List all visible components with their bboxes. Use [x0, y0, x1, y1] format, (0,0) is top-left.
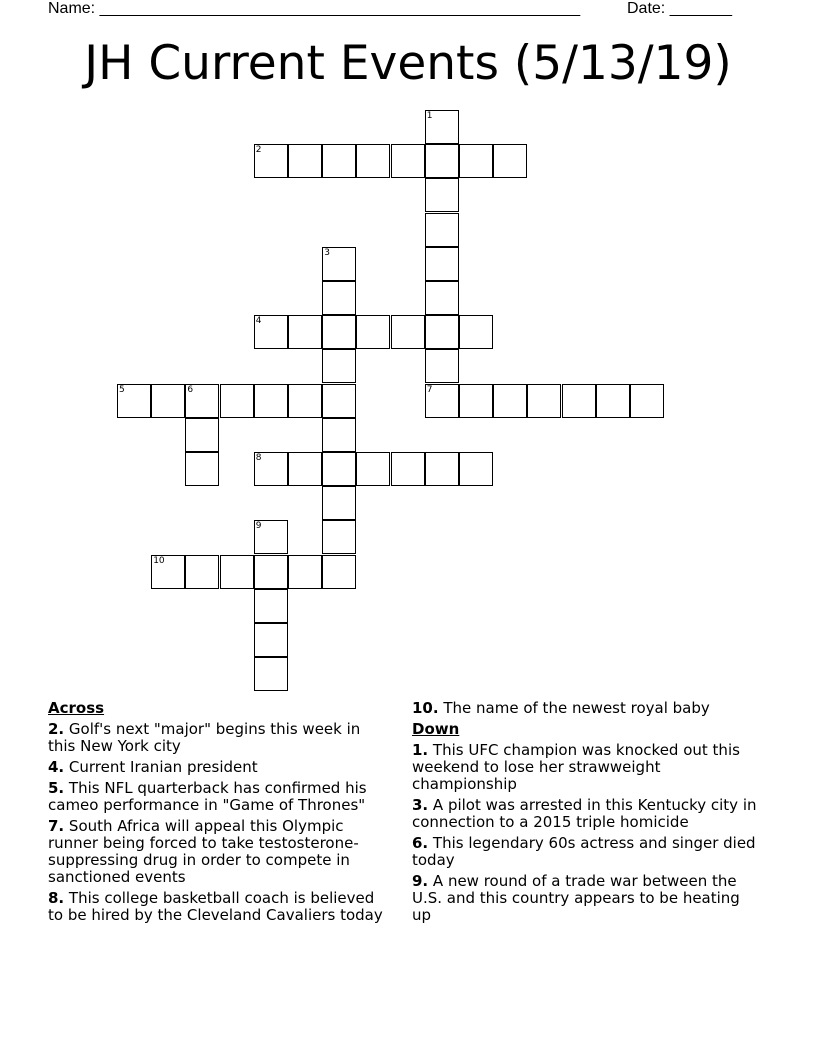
clues-right-column	[412, 700, 762, 928]
across-clue-4	[48, 759, 388, 776]
grid-cell[interactable]	[425, 281, 459, 315]
clue-text: This NFL quarterback has confirmed his cameo performance in "Game of Thrones"	[48, 779, 367, 814]
grid-cell[interactable]	[356, 315, 390, 349]
clue-number-label: 10	[153, 555, 165, 566]
grid-cell[interactable]	[254, 589, 288, 623]
down-clue-1	[412, 742, 762, 793]
clue-number-label: 5	[119, 384, 125, 395]
clue-number-label: 9	[255, 521, 262, 532]
clue-number: 2.	[48, 720, 65, 738]
grid-cell[interactable]	[322, 281, 356, 315]
clues-left-column	[48, 700, 388, 928]
grid-cell[interactable]	[322, 384, 356, 418]
grid-cell[interactable]	[459, 452, 493, 486]
across-heading: Across	[48, 699, 105, 717]
grid-cell[interactable]	[493, 144, 527, 178]
grid-cell[interactable]	[254, 555, 288, 589]
grid-cell[interactable]	[322, 418, 356, 452]
across-clue-7	[48, 818, 388, 886]
clue-number-label: 7	[426, 384, 433, 395]
grid-cell[interactable]	[288, 384, 322, 418]
grid-cell[interactable]	[254, 657, 288, 691]
grid-cell[interactable]	[391, 144, 425, 178]
grid-cell[interactable]	[459, 144, 493, 178]
grid-cell[interactable]	[254, 144, 288, 178]
date-field-label: Date: _______	[627, 0, 732, 17]
clue-number: 5.	[48, 779, 65, 797]
clue-number-label: 1	[426, 111, 433, 121]
grid-cell[interactable]	[288, 452, 322, 486]
grid-cell[interactable]	[322, 486, 356, 520]
name-field-label: Name: ______________________________________________________	[48, 0, 581, 17]
grid-cell[interactable]	[322, 555, 356, 589]
down-heading: Down	[412, 720, 460, 738]
clue-number: 4.	[48, 758, 65, 776]
clue-text: This UFC champion was knocked out this weekend to lose her strawweight championship	[412, 741, 740, 793]
clue-text: Current Iranian president	[68, 758, 258, 776]
grid-cell[interactable]	[322, 520, 356, 554]
down-clue-3	[412, 797, 762, 831]
grid-cell[interactable]	[254, 315, 288, 349]
grid-cell[interactable]	[630, 384, 664, 418]
clue-number: 6.	[412, 834, 429, 852]
grid-cell[interactable]	[220, 555, 254, 589]
grid-cell[interactable]	[425, 315, 459, 349]
grid-cell[interactable]	[562, 384, 596, 418]
grid-cell[interactable]	[527, 384, 561, 418]
across-clue-10	[412, 700, 762, 717]
grid-cell[interactable]	[425, 144, 459, 178]
grid-cell[interactable]	[288, 555, 322, 589]
grid-cell[interactable]	[425, 110, 459, 144]
clue-number: 1.	[412, 741, 429, 759]
clue-number-label: 4	[255, 316, 262, 327]
grid-cell[interactable]	[254, 623, 288, 657]
grid-cell[interactable]	[425, 384, 459, 418]
grid-cell[interactable]	[356, 144, 390, 178]
grid-cell[interactable]	[220, 384, 254, 418]
grid-cell[interactable]	[117, 384, 151, 418]
grid-cell[interactable]	[493, 384, 527, 418]
grid-cell[interactable]	[459, 315, 493, 349]
grid-cell[interactable]	[425, 452, 459, 486]
grid-cell[interactable]	[425, 247, 459, 281]
grid-cell[interactable]	[322, 452, 356, 486]
clue-number: 9.	[412, 872, 429, 890]
clue-text: This legendary 60s actress and singer died today	[412, 834, 756, 869]
grid-cell[interactable]	[254, 452, 288, 486]
grid-cell[interactable]	[288, 144, 322, 178]
clue-number-label: 3	[324, 247, 330, 258]
clue-text: The name of the newest royal baby	[443, 699, 710, 717]
grid-cell[interactable]	[425, 178, 459, 212]
grid-cell[interactable]	[425, 213, 459, 247]
grid-cell[interactable]	[185, 452, 219, 486]
down-clue-9	[412, 873, 762, 924]
grid-cell[interactable]	[459, 384, 493, 418]
clue-text: A pilot was arrested in this Kentucky city in connection to a 2015 triple homicide	[412, 796, 757, 831]
grid-cell[interactable]	[322, 349, 356, 383]
clue-number-label: 8	[255, 453, 262, 463]
grid-cell[interactable]	[254, 520, 288, 554]
grid-cell[interactable]	[185, 555, 219, 589]
grid-cell[interactable]	[425, 349, 459, 383]
clue-number: 8.	[48, 889, 65, 907]
down-clue-6	[412, 835, 762, 869]
clue-number: 7.	[48, 817, 65, 835]
grid-cell[interactable]	[151, 555, 185, 589]
grid-cell[interactable]	[288, 315, 322, 349]
grid-cell[interactable]	[356, 452, 390, 486]
grid-cell[interactable]	[151, 384, 185, 418]
grid-cell[interactable]	[322, 247, 356, 281]
grid-cell[interactable]	[322, 315, 356, 349]
across-clue-5	[48, 780, 388, 814]
grid-cell[interactable]	[185, 384, 219, 418]
clue-text: South Africa will appeal this Olympic runner being forced to take testosterone-suppressing drug in order to compete in sanctioned events	[48, 817, 359, 886]
grid-cell[interactable]	[185, 418, 219, 452]
grid-cell[interactable]	[391, 452, 425, 486]
clue-number-label: 2	[255, 145, 262, 156]
clue-number-label: 6	[187, 384, 194, 395]
page-title: JH Current Events (5/13/19)	[84, 36, 732, 91]
across-clue-2	[48, 721, 388, 755]
clue-text: This college basketball coach is believed to be hired by the Cleveland Cavaliers today	[48, 889, 383, 924]
grid-cell[interactable]	[596, 384, 630, 418]
clue-text: Golf's next "major" begins this week in this New York city	[48, 720, 361, 755]
grid-cell[interactable]	[254, 384, 288, 418]
grid-cell[interactable]	[322, 144, 356, 178]
across-clue-8	[48, 890, 388, 924]
clue-text: A new round of a trade war between the U.S. and this country appears to be heating up	[412, 872, 740, 924]
clue-number: 3.	[412, 796, 429, 814]
grid-cell[interactable]	[391, 315, 425, 349]
clue-number: 10.	[412, 699, 439, 717]
